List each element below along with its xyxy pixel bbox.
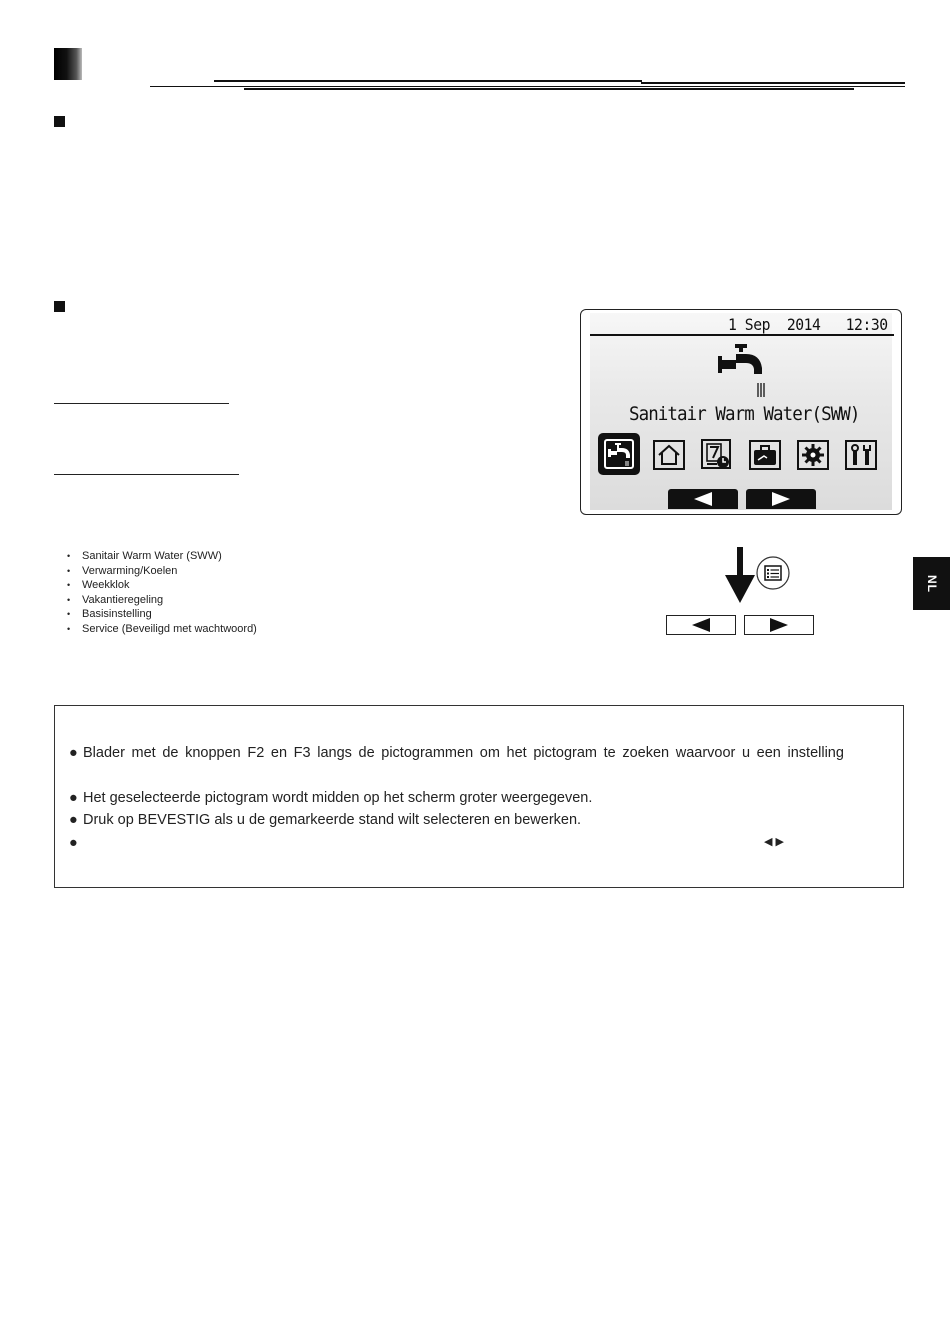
display-date: 1 Sep 2014 [728, 315, 821, 334]
menu-button[interactable] [755, 555, 791, 596]
display-time: 12:30 [845, 315, 888, 334]
display-date-time [728, 315, 888, 334]
calendar-clock-icon [701, 439, 733, 471]
tap-icon [604, 439, 634, 469]
menu-list-icon [755, 555, 791, 591]
bullet: ● [69, 745, 78, 761]
menu-item-service [843, 437, 879, 473]
list-item: • Vakantieregeling [64, 593, 257, 608]
menu-item-holiday [747, 437, 783, 473]
main-menu-list [64, 549, 257, 636]
list-item: • Verwarming/Koelen [64, 564, 257, 579]
softkey-right [746, 489, 816, 509]
left-arrow-icon [694, 492, 712, 506]
display-mode-title: Sanitair Warm Water(SWW) [629, 403, 860, 425]
instruction-text: Het geselecteerde pictogram wordt midden op het scherm groter weergegeven. [83, 790, 593, 806]
f2-button[interactable] [666, 615, 736, 635]
header-rule [244, 88, 854, 90]
instruction-line [69, 790, 592, 806]
menu-item-initial-settings [795, 437, 831, 473]
display-divider [590, 334, 894, 336]
instruction-line [69, 835, 83, 851]
down-arrow-icon [725, 547, 755, 608]
header-rule [641, 82, 905, 84]
subheading-underline [54, 403, 229, 404]
language-tab-label: NL [924, 574, 939, 593]
f3-button[interactable] [744, 615, 814, 635]
instruction-text: Blader met de knoppen F2 en F3 langs de pictogrammen om het pictogram te zoeken waarvoor u een instelling [83, 745, 844, 761]
section-bullet [54, 301, 65, 312]
language-tab [913, 557, 950, 610]
header-rule [150, 86, 905, 87]
menu-item-heating [651, 437, 687, 473]
right-arrow-icon [772, 492, 790, 506]
bullet: ● [69, 812, 78, 828]
menu-item-sww [598, 433, 640, 475]
softkey-left [668, 489, 738, 509]
tools-icon [845, 440, 877, 470]
left-arrow-icon [692, 618, 710, 632]
instruction-text: Druk op BEVESTIG als u de gemarkeerde stand wilt selecteren en bewerken. [83, 812, 582, 828]
header-rule [214, 80, 642, 82]
tap-icon [716, 344, 768, 405]
right-arrow-icon [770, 618, 788, 632]
section-bullet [54, 116, 65, 127]
house-icon [653, 440, 685, 470]
gear-icon [797, 440, 829, 470]
section-header-block [54, 48, 82, 80]
bullet: ● [69, 835, 78, 851]
instruction-arrows: ◀ ▶ [764, 836, 784, 848]
list-item: • Sanitair Warm Water (SWW) [64, 549, 257, 564]
instruction-line [69, 745, 844, 761]
bullet: ● [69, 790, 78, 806]
subheading-underline [54, 474, 239, 475]
suitcase-icon [749, 440, 781, 470]
list-item: • Service (Beveiligd met wachtwoord) [64, 622, 257, 637]
instruction-line [69, 812, 581, 828]
menu-item-schedule [699, 437, 735, 473]
list-item: • Basisinstelling [64, 607, 257, 622]
list-item: • Weekklok [64, 578, 257, 593]
